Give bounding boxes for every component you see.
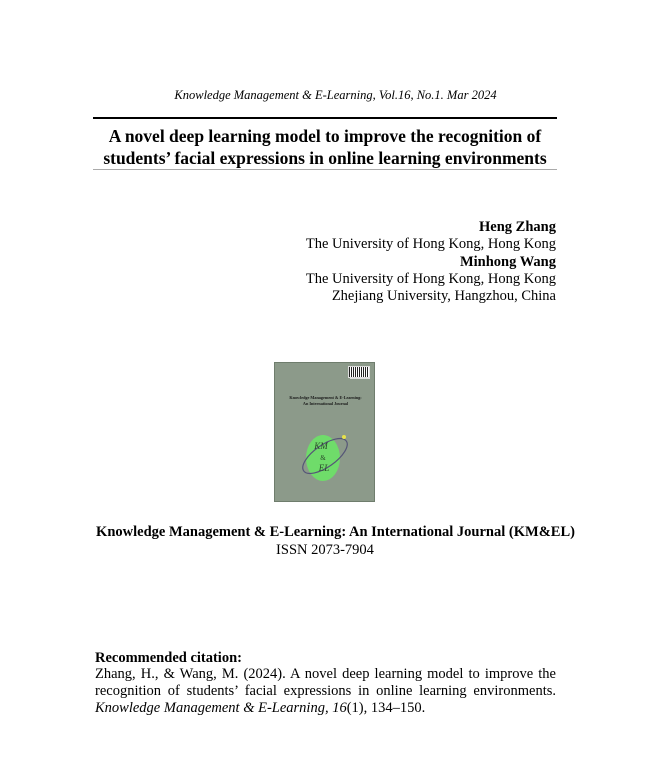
citation-heading: Recommended citation: — [95, 650, 242, 666]
logo-text-km: KM — [314, 441, 328, 451]
author-affiliation-2a: The University of Hong Kong, Hong Kong — [305, 270, 556, 287]
citation-main-text: Zhang, H., & Wang, M. (2024). A novel deep learning model to improve the recognition of students’ facial expressions in online learning environments. — [95, 666, 556, 700]
journal-name: Knowledge Management & E-Learning: An International Journal (KM&EL) — [96, 524, 575, 540]
title-rule-top — [93, 117, 557, 119]
author-block — [306, 219, 556, 305]
citation-text — [95, 666, 556, 718]
logo-text-el: EL — [318, 463, 330, 473]
kmel-logo-icon — [297, 425, 353, 487]
paper-title — [85, 125, 565, 169]
paper-title-line-1: A novel deep learning model to improve the recognition of — [108, 126, 542, 146]
cover-title — [275, 395, 376, 407]
author-name-2: Minhong Wang — [459, 253, 556, 270]
author-affiliation-2b: Zhejiang University, Hangzhou, China — [331, 288, 556, 305]
citation-journal: Knowledge Management & E-Learning, 16 — [95, 700, 347, 717]
cover-issn-strip — [350, 377, 370, 379]
running-head: Knowledge Management & E-Learning, Vol.16, No.1. Mar 2024 — [174, 88, 497, 102]
logo-dot — [342, 435, 346, 439]
title-rule-bottom — [93, 169, 557, 170]
author-name-1: Heng Zhang — [479, 219, 556, 235]
author-affiliation-1: The University of Hong Kong, Hong Kong — [305, 236, 556, 253]
paper-title-line-2: students’ facial expressions in online learning environments — [103, 148, 547, 168]
journal-cover-image — [274, 362, 375, 502]
logo-text-amp: & — [320, 454, 326, 462]
journal-issn: ISSN 2073-7904 — [276, 542, 374, 558]
cover-title-line-1: Knowledge Management & E-Learning: — [289, 395, 362, 400]
cover-title-line-2: An International Journal — [302, 401, 349, 406]
citation-issue-pages: (1), 134–150. — [346, 700, 426, 717]
